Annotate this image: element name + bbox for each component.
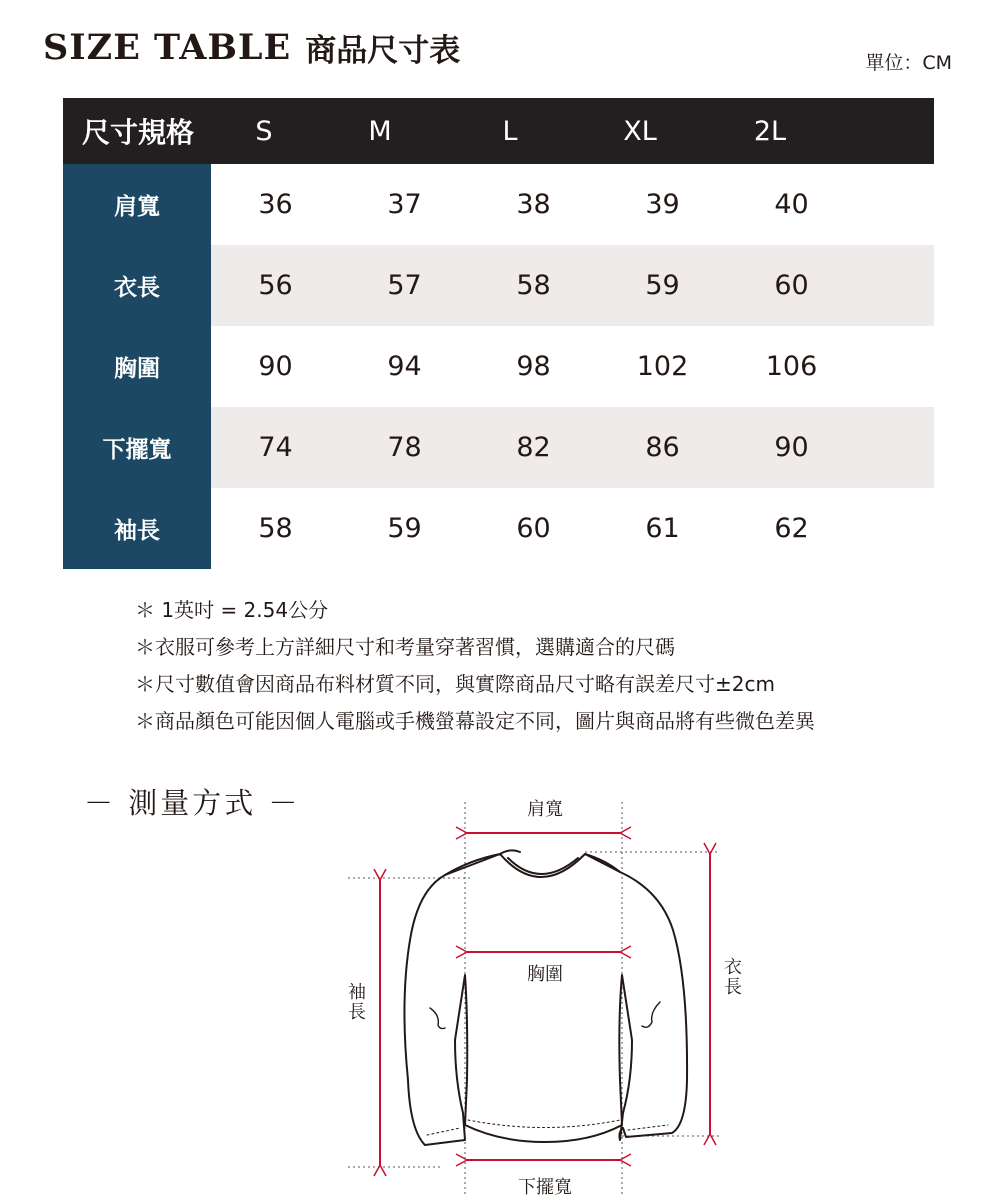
table-cell: 60 <box>516 513 551 544</box>
label-shoulder: 肩寬 <box>527 799 563 820</box>
title-chinese: 商品尺寸表 <box>305 32 461 69</box>
label-length-1: 衣 <box>724 957 742 978</box>
size-header-s: S <box>255 115 273 147</box>
table-cell: 98 <box>516 351 551 382</box>
table-cell: 90 <box>774 432 809 463</box>
table-cell: 74 <box>258 432 293 463</box>
table-header-row <box>63 98 934 164</box>
table-row <box>63 407 934 488</box>
label-sleeve-1: 袖 <box>348 982 366 1003</box>
table-cell: 58 <box>516 270 551 301</box>
row-label-sleeve: 袖長 <box>63 488 211 569</box>
notes-list <box>135 592 815 740</box>
measurement-diagram <box>0 780 1000 1200</box>
page-title <box>43 22 460 72</box>
table-body <box>63 164 934 569</box>
label-length-2: 長 <box>724 977 742 998</box>
row-label-length: 衣長 <box>63 245 211 326</box>
table-cell: 61 <box>645 513 680 544</box>
table-cell: 59 <box>387 513 422 544</box>
note-item: ＊ 1英吋 = 2.54公分 <box>135 598 329 622</box>
size-header-2l: 2L <box>753 115 787 147</box>
table-cell: 78 <box>387 432 422 463</box>
table-cell: 57 <box>387 270 422 301</box>
measurement-arrows <box>380 833 710 1165</box>
table-row <box>63 164 934 245</box>
table-cell: 90 <box>258 351 293 382</box>
table-cell: 102 <box>636 351 689 382</box>
corner-label: 尺寸規格 <box>81 116 194 149</box>
row-label-chest: 胸圍 <box>63 326 211 407</box>
table-cell: 59 <box>645 270 680 301</box>
title-english: SIZE TABLE <box>43 26 292 68</box>
table-row <box>63 488 934 569</box>
table-cell: 94 <box>387 351 422 382</box>
size-header-m: M <box>368 115 392 147</box>
label-hem: 下擺寬 <box>518 1177 572 1198</box>
table-cell: 39 <box>645 189 680 220</box>
table-cell: 58 <box>258 513 293 544</box>
note-item: ＊商品顏色可能因個人電腦或手機螢幕設定不同，圖片與商品將有些微色差異 <box>135 709 815 733</box>
size-table <box>63 98 934 569</box>
table-row <box>63 245 934 326</box>
table-cell: 60 <box>774 270 809 301</box>
shirt-icon <box>404 850 687 1145</box>
table-cell: 62 <box>774 513 809 544</box>
table-cell: 40 <box>774 189 809 220</box>
table-cell: 38 <box>516 189 551 220</box>
unit-label: 單位：CM <box>865 52 952 74</box>
row-label-hem: 下擺寬 <box>63 407 211 488</box>
row-label-shoulder: 肩寬 <box>63 164 211 245</box>
measurement-method-title: － 測量方式 － <box>84 786 301 820</box>
table-cell: 36 <box>258 189 293 220</box>
table-cell: 56 <box>258 270 293 301</box>
note-item: ＊尺寸數值會因商品布料材質不同，與實際商品尺寸略有誤差尺寸±2cm <box>135 672 775 696</box>
label-chest: 胸圍 <box>527 964 563 985</box>
table-cell: 37 <box>387 189 422 220</box>
table-cell: 106 <box>765 351 818 382</box>
table-row <box>63 326 934 407</box>
note-item: ＊衣服可參考上方詳細尺寸和考量穿著習慣，選購適合的尺碼 <box>135 635 675 659</box>
table-cell: 86 <box>645 432 680 463</box>
size-header-xl: XL <box>623 115 657 147</box>
table-cell: 82 <box>516 432 551 463</box>
size-header-l: L <box>502 115 518 147</box>
label-sleeve-2: 長 <box>348 1002 366 1023</box>
